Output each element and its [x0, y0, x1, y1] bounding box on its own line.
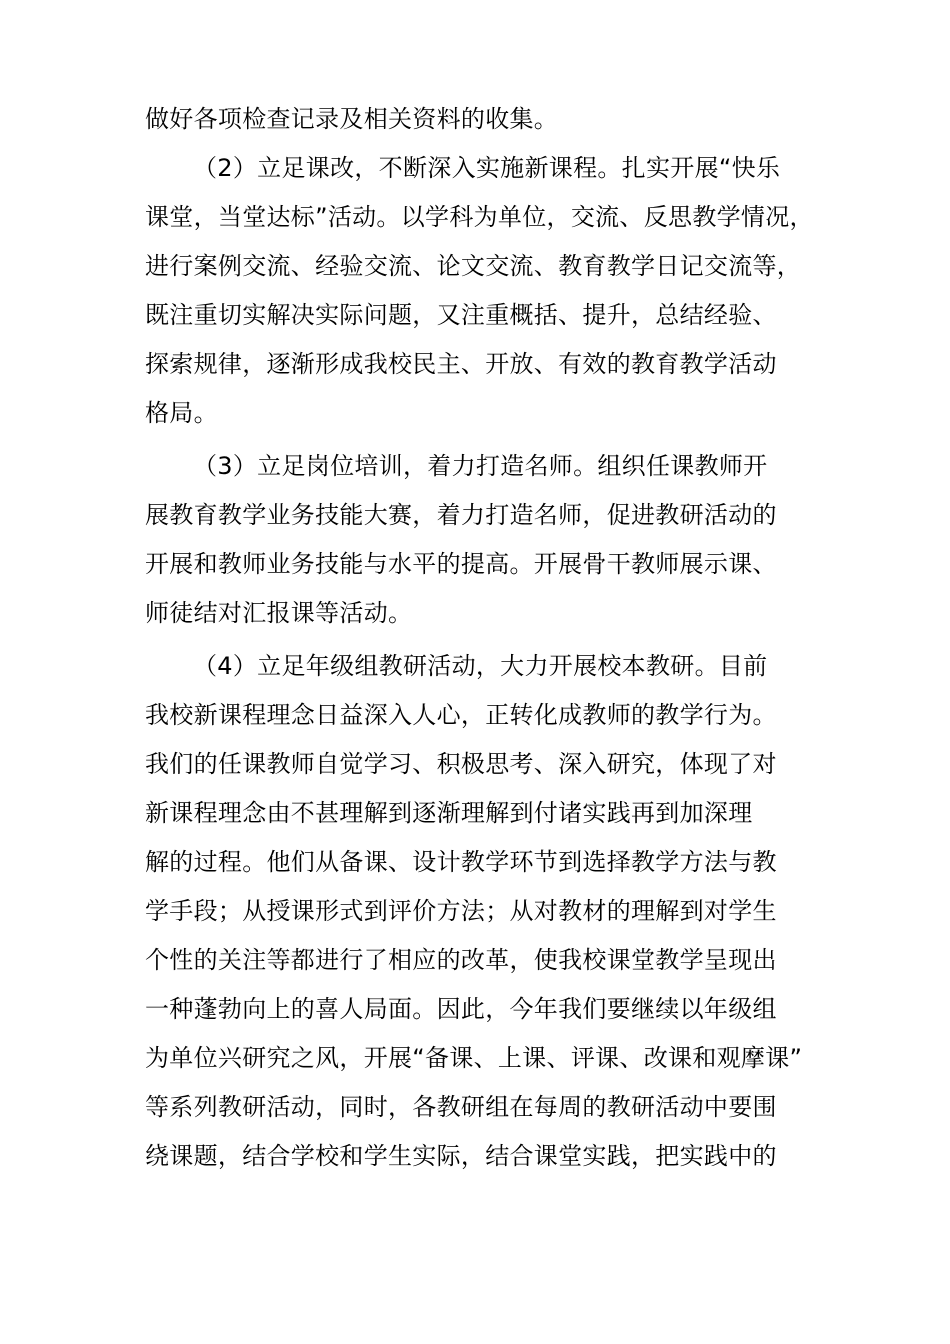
- text-line: 课堂，当堂达标”活动。以学科为单位，交流、反思教学情况，: [145, 203, 814, 231]
- text-line: 格局。: [145, 399, 218, 427]
- text-line: 我们的任课教师自觉学习、积极思考、深入研究，体现了对: [145, 750, 777, 778]
- text-line: 为单位兴研究之风，开展“备课、上课、评课、改课和观摩课”: [145, 1044, 803, 1072]
- text-line: 展教育教学业务技能大赛，着力打造名师，促进教研活动的: [145, 501, 777, 529]
- text-line: 等系列教研活动，同时，各教研组在每周的教研活动中要围: [145, 1093, 777, 1121]
- paragraph-3-first-line: （3）立足岗位培训，着力打造名师。组织任课教师开: [193, 452, 768, 480]
- text-line: 既注重切实解决实际问题，又注重概括、提升，总结经验、: [145, 301, 777, 329]
- text-line: 个性的关注等都进行了相应的改革，使我校课堂教学呈现出: [145, 946, 777, 974]
- text-line: 开展和教师业务技能与水平的提高。开展骨干教师展示课、: [145, 550, 777, 578]
- text-line: 进行案例交流、经验交流、论文交流、教育教学日记交流等，: [145, 252, 802, 280]
- text-line: 一种蓬勃向上的喜人局面。因此，今年我们要继续以年级组: [145, 995, 777, 1023]
- paragraph-2-first-line: （2）立足课改，不断深入实施新课程。扎实开展“快乐: [193, 154, 781, 182]
- text-line: 绕课题，结合学校和学生实际，结合课堂实践，把实践中的: [145, 1142, 777, 1170]
- text-line: 解的过程。他们从备课、设计教学环节到选择教学方法与教: [145, 848, 777, 876]
- paragraph-4-first-line: （4）立足年级组教研活动，大力开展校本教研。目前: [193, 652, 768, 680]
- text-line: 学手段；从授课形式到评价方法；从对教材的理解到对学生: [145, 897, 777, 925]
- text-line: 我校新课程理念日益深入人心，正转化成教师的教学行为。: [145, 701, 777, 729]
- text-line: 做好各项检查记录及相关资料的收集。: [145, 105, 559, 133]
- text-line: 新课程理念由不甚理解到逐渐理解到付诸实践再到加深理: [145, 799, 753, 827]
- text-line: 师徒结对汇报课等活动。: [145, 599, 413, 627]
- text-line: 探索规律，逐渐形成我校民主、开放、有效的教育教学活动: [145, 350, 777, 378]
